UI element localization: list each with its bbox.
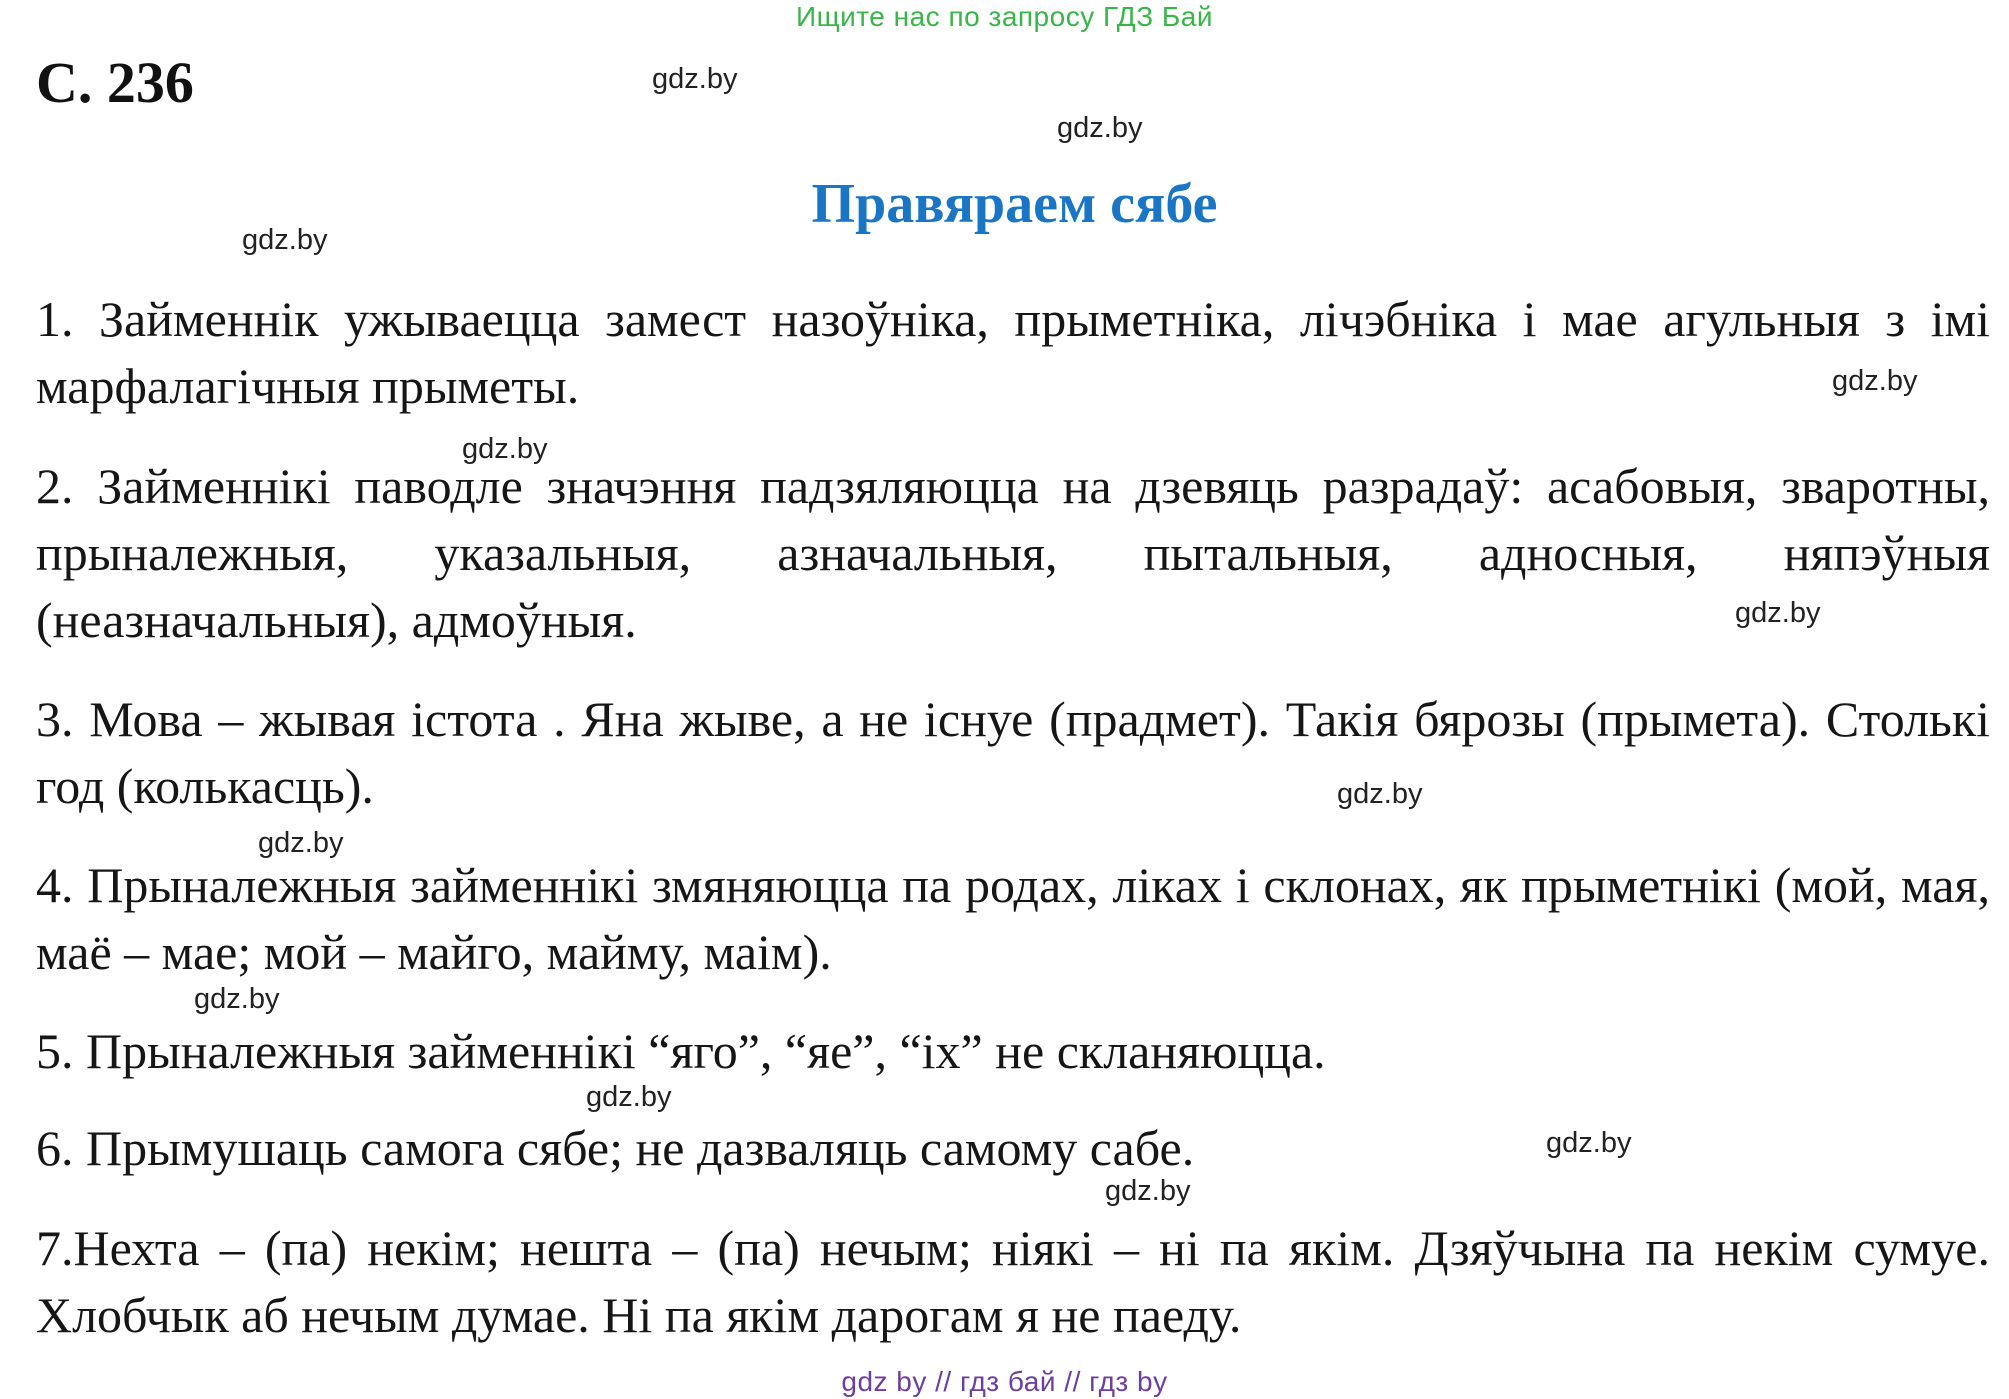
watermark: gdz.by: [1057, 112, 1143, 144]
answer-paragraph-6: 6. Прымушаць самога сябе; не дазваляць самому сабе.: [36, 1120, 1195, 1176]
watermark: gdz.by: [1105, 1175, 1191, 1207]
footer-watermark: gdz by // гдз бай // гдз by: [841, 1366, 1168, 1397]
watermark: gdz.by: [652, 63, 738, 95]
section-title: Правяраем сябе: [811, 173, 1218, 235]
answer-paragraph-2: 2. Займеннікі паводле значэння падзяляюцца на дзевяць разрадаў: асабовыя, зваротны, прыналежныя, указальныя, азначальныя, пытальныя, адносныя, няпэўныя (неазначальныя), адмоўныя.: [36, 458, 1990, 648]
watermark: gdz.by: [586, 1081, 672, 1113]
watermark: gdz.by: [242, 224, 328, 256]
answer-paragraph-3: 3. Мова – жывая істота . Яна жыве, а не існуе (прадмет). Такія бярозы (прымета). Столькі год (колькасць).: [36, 691, 1990, 814]
answer-paragraph-7: 7.Нехта – (па) некім; нешта – (па) нечым; ніякі – ні па якім. Дзяўчына па некім сумуе. Хлобчык аб нечым думае. Ні па якім дарогам я не паеду.: [36, 1220, 1990, 1343]
answer-paragraph-5: 5. Прыналежныя займеннікі “яго”, “яе”, “іх” не скланяюцца.: [36, 1023, 1326, 1079]
page-number: С. 236: [36, 50, 194, 115]
watermark: gdz.by: [1735, 597, 1821, 629]
answer-paragraph-1: 1. Займеннік ужываецца замест назоўніка, прыметніка, лічэбніка і мае агульныя з імі марфалагічныя прыметы.: [36, 291, 1990, 414]
top-banner: Ищите нас по запросу ГДЗ Бай: [795, 1, 1214, 32]
watermark: gdz.by: [1337, 778, 1423, 810]
watermark: gdz.by: [462, 433, 548, 465]
watermark: gdz.by: [194, 983, 280, 1015]
answer-paragraph-4: 4. Прыналежныя займеннікі змяняюцца па родах, ліках і склонах, як прыметнікі (мой, мая, маё – мае; мой – майго, майму, маім).: [36, 857, 1990, 980]
watermark: gdz.by: [1546, 1127, 1632, 1159]
watermark: gdz.by: [258, 827, 344, 859]
watermark: gdz.by: [1832, 365, 1918, 397]
